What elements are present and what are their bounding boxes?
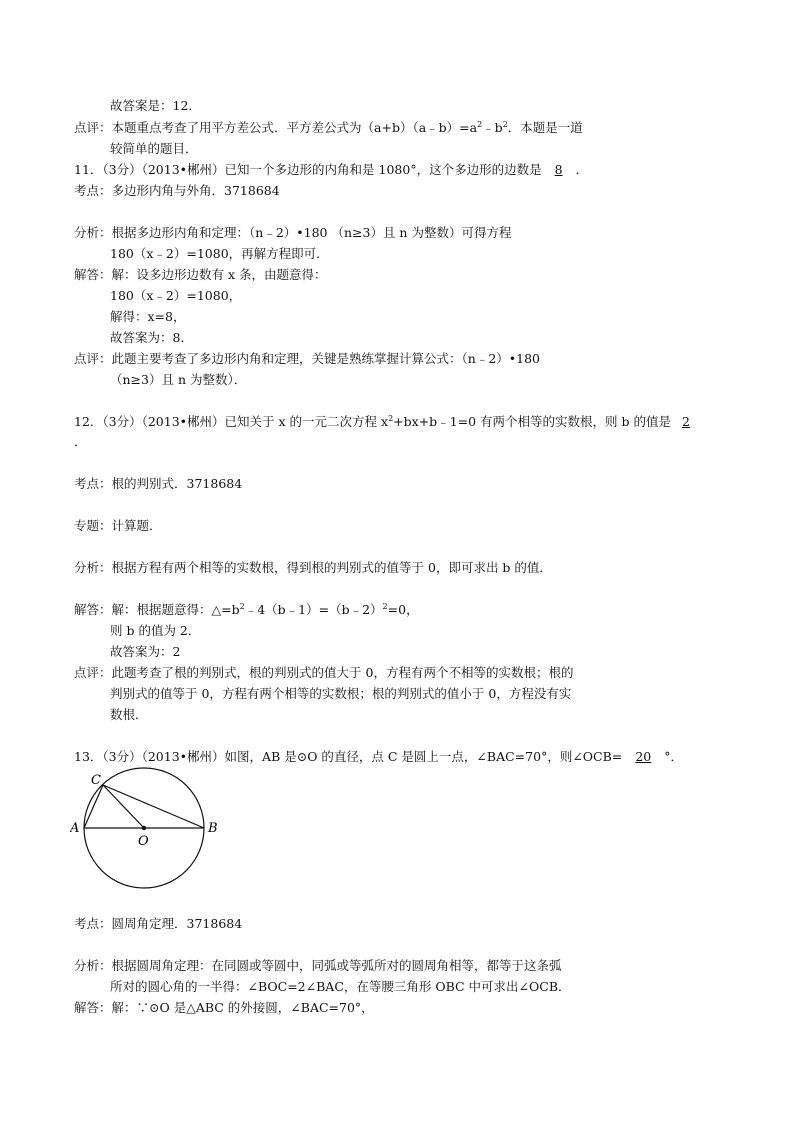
superscript-2: 2 xyxy=(477,119,483,129)
q11-solution-line-4: 故答案为：8． xyxy=(110,330,193,345)
q12-comment-line-3: 数根． xyxy=(110,707,148,722)
q13-solution-label: 解答： xyxy=(74,1000,112,1015)
q12-solution-label: 解答： xyxy=(74,602,112,617)
q12-knowledge-point xyxy=(74,476,242,492)
q12-analysis-label: 分析： xyxy=(74,560,112,575)
q11-analysis-text: 根据多边形内角和定理：（n﹣2）•180 （n≥3）且 n 为整数）可得方程 xyxy=(111,225,512,240)
q13-analysis-line-2: 所对的圆心角的一半得：∠BOC=2∠BAC，在等腰三角形 OBC 中可求出∠OCB． xyxy=(110,979,571,994)
q11-answer-blank: 8 xyxy=(554,162,563,177)
q11-solution-line-2: 180（x﹣2）=1080， xyxy=(110,288,242,303)
q12-topic xyxy=(74,518,162,534)
superscript-2: 2 xyxy=(388,413,394,423)
q12-topic-text: 计算题． xyxy=(111,518,162,533)
q13-analysis-line-1 xyxy=(74,958,562,974)
q12-kp-label: 考点： xyxy=(74,476,112,491)
p10-comment-text-a: 本题重点考查了用平方差公式．平方差公式为（a+b）（a﹣b）=a xyxy=(111,120,478,135)
q12-topic-label: 专题： xyxy=(74,518,112,533)
q12-stem-text-a: 12．（3分）（2013•郴州）已知关于 x 的一元二次方程 x xyxy=(74,414,389,429)
q13-analysis-label: 分析： xyxy=(74,958,112,973)
q11-kp-text: 多边形内角与外角．3718684 xyxy=(111,183,280,198)
label-a: A xyxy=(70,821,80,836)
p10-answer: 故答案是：12． xyxy=(110,98,201,113)
q13-kp-label: 考点： xyxy=(74,916,112,931)
q13-knowledge-point xyxy=(74,916,242,932)
superscript-2: 2 xyxy=(239,601,245,611)
q11-stem-end: ． xyxy=(575,162,589,177)
q12-solution-text-b: ﹣4（b﹣1）=（b﹣2） xyxy=(244,602,383,617)
q12-solution-text-c: =0， xyxy=(387,602,419,617)
label-b: B xyxy=(208,821,218,836)
chord-ac xyxy=(84,785,103,828)
q12-answer-blank: 2 xyxy=(682,414,690,429)
q12-stem-end: ． xyxy=(74,434,87,449)
q13-stem-text: 13．（3分）（2013•郴州）如图，AB 是⊙O 的直径，点 C 是圆上一点，∠BAC=70°，则∠OCB= xyxy=(74,749,623,764)
p10-comment-line-1 xyxy=(74,120,583,136)
p10-comment-line-2: 较简单的题目． xyxy=(110,141,198,156)
q13-solution-text: 解：∵⊙O 是△ABC 的外接圆，∠BAC=70°， xyxy=(111,1000,374,1015)
p10-comment-text-c: ．本题是一道 xyxy=(507,120,583,135)
q11-analysis-label: 分析： xyxy=(74,225,112,240)
q11-comment-text: 此题主要考查了多边形内角和定理，关键是熟练掌握计算公式：（n﹣2）•180 xyxy=(111,351,541,366)
q13-answer-blank: 20 xyxy=(635,749,652,764)
q12-analysis xyxy=(74,560,552,576)
q13-kp-text: 圆周角定理．3718684 xyxy=(111,916,243,931)
q12-comment-line-2: 判别式的值等于 0，方程有两个相等的实数根；根的判别式的值小于 0，方程没有实 xyxy=(110,686,572,701)
q12-kp-text: 根的判别式．3718684 xyxy=(111,476,243,491)
q11-solution-line-3: 解得：x=8， xyxy=(110,309,186,324)
q12-solution-line-2: 则 b 的值为 2． xyxy=(110,623,201,638)
q11-solution-label: 解答： xyxy=(74,267,112,282)
q12-solution-text-a: 解：根据题意得：△=b xyxy=(111,602,240,617)
q11-stem-text: 11．（3分）（2013•郴州）已知一个多边形的内角和是 1080°，这个多边形的边数是 xyxy=(74,162,542,177)
q12-comment-label: 点评： xyxy=(74,665,112,680)
radius-oc xyxy=(103,785,144,828)
label-c: C xyxy=(91,773,101,788)
q12-stem xyxy=(74,414,701,430)
q11-analysis-line-2: 180（x﹣2）=1080，再解方程即可． xyxy=(110,246,329,261)
q13-stem-end: °． xyxy=(664,749,684,764)
q11-stem xyxy=(74,162,588,178)
q12-solution-line-1 xyxy=(74,602,419,618)
q11-solution-line-1 xyxy=(74,267,327,283)
q11-solution-text: 解：设多边形边数有 x 条，由题意得： xyxy=(111,267,327,282)
q11-comment-line-1 xyxy=(74,351,540,367)
q11-knowledge-point xyxy=(74,183,280,199)
q12-stem-text-b: +bx+b﹣1=0 有两个相等的实数根，则 b 的值是 xyxy=(393,414,671,429)
p10-comment-text-b: ﹣b xyxy=(482,120,503,135)
q11-comment-line-2: （n≥3）且 n 为整数）． xyxy=(110,372,247,387)
center-point-o xyxy=(142,826,146,830)
q11-comment-label: 点评： xyxy=(74,351,112,366)
chord-cb xyxy=(103,785,204,828)
q13-analysis-text: 根据圆周角定理：在同圆或等圆中，同弧或等弧所对的圆周角相等，都等于这条弧 xyxy=(111,958,562,973)
q11-analysis-line-1 xyxy=(74,225,511,241)
circle-geometry-figure xyxy=(70,748,230,893)
superscript-2: 2 xyxy=(502,119,508,129)
label-o: O xyxy=(138,834,149,849)
q11-kp-label: 考点： xyxy=(74,183,112,198)
q12-comment-line-1 xyxy=(74,665,573,681)
q12-comment-text: 此题考查了根的判别式，根的判别式的值大于 0，方程有两个不相等的实数根；根的 xyxy=(111,665,574,680)
q12-analysis-text: 根据方程有两个相等的实数根，得到根的判别式的值等于 0，即可求出 b 的值． xyxy=(111,560,552,575)
p10-comment-label: 点评： xyxy=(74,120,112,135)
q12-solution-line-3: 故答案为：2 xyxy=(110,644,181,659)
q13-solution-line-1 xyxy=(74,1000,374,1016)
superscript-2: 2 xyxy=(382,601,388,611)
